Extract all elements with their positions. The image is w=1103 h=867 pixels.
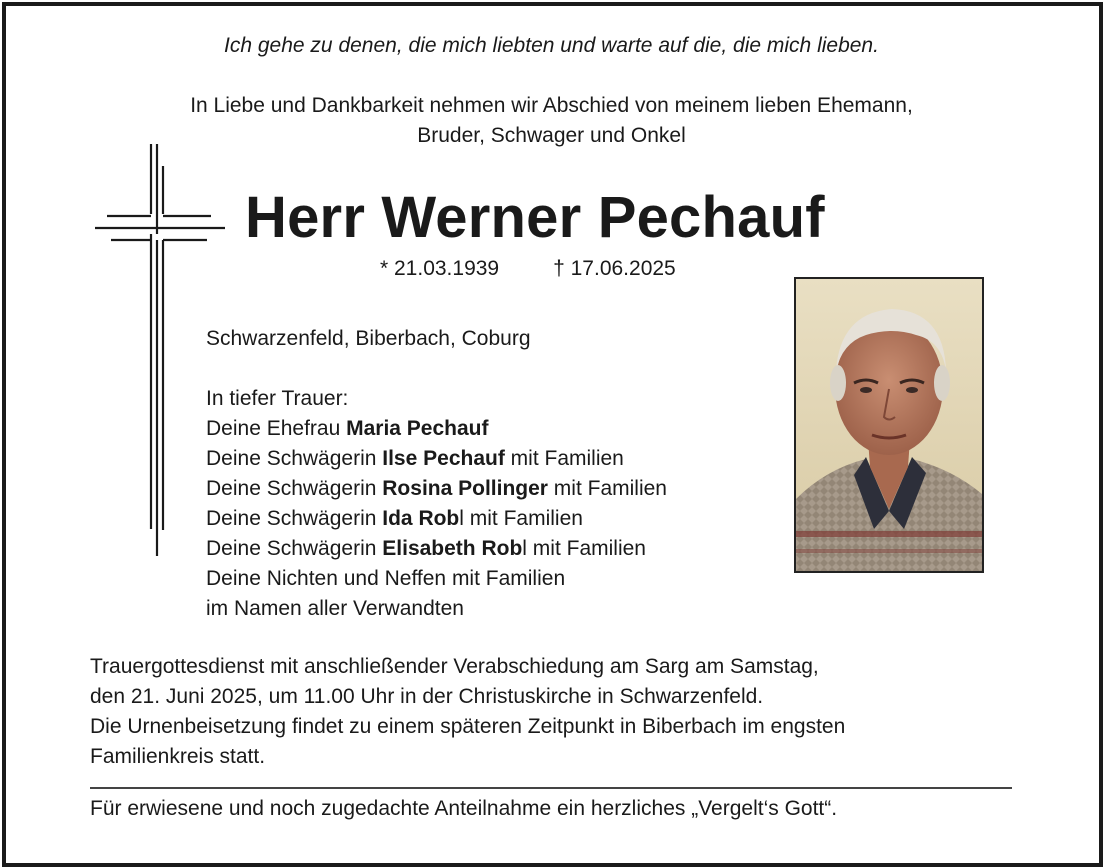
- deceased-name: Herr Werner Pechauf: [245, 185, 825, 250]
- intro-text: [0, 91, 1103, 151]
- mourner-line: im Namen aller Verwandten: [206, 597, 464, 620]
- places-text: Schwarzenfeld, Biberbach, Coburg: [206, 327, 531, 350]
- mourners-heading: In tiefer Trauer:: [206, 387, 349, 410]
- mourner-line: Deine Schwägerin Elisabeth Robl mit Familien: [206, 537, 646, 560]
- mourner-line: Deine Schwägerin Ilse Pechauf mit Familien: [206, 447, 624, 470]
- mourner-line: Deine Ehefrau Maria Pechauf: [206, 417, 489, 440]
- motto-quote: Ich gehe zu denen, die mich liebten und warte auf die, die mich lieben.: [224, 34, 879, 57]
- intro-line-1: In Liebe und Dankbarkeit nehmen wir Abschied von meinem lieben Ehemann,: [190, 94, 913, 117]
- service-line: Trauergottesdienst mit anschließender Verabschiedung am Sarg am Samstag,: [90, 655, 819, 678]
- mourners-list: [206, 384, 667, 624]
- divider: [90, 787, 1012, 789]
- birth-date: * 21.03.1939: [380, 257, 500, 280]
- death-date: † 17.06.2025: [553, 257, 676, 280]
- life-dates: [380, 257, 676, 281]
- service-line: den 21. Juni 2025, um 11.00 Uhr in der Christuskirche in Schwarzenfeld.: [90, 685, 764, 708]
- thanks-text: Für erwiesene und noch zugedachte Anteilnahme ein herzliches „Vergelt‘s Gott“.: [90, 797, 838, 820]
- portrait-photo: [794, 277, 984, 573]
- mourner-line: Deine Schwägerin Rosina Pollinger mit Familien: [206, 477, 667, 500]
- mourner-line: Deine Schwägerin Ida Robl mit Familien: [206, 507, 583, 530]
- portrait-image: [796, 279, 982, 571]
- service-line: Die Urnenbeisetzung findet zu einem späteren Zeitpunkt in Biberbach im engsten: [90, 715, 846, 738]
- intro-line-2: Bruder, Schwager und Onkel: [417, 124, 686, 147]
- service-line: Familienkreis statt.: [90, 745, 266, 768]
- mourner-line: Deine Nichten und Neffen mit Familien: [206, 567, 566, 590]
- service-info: [90, 652, 845, 772]
